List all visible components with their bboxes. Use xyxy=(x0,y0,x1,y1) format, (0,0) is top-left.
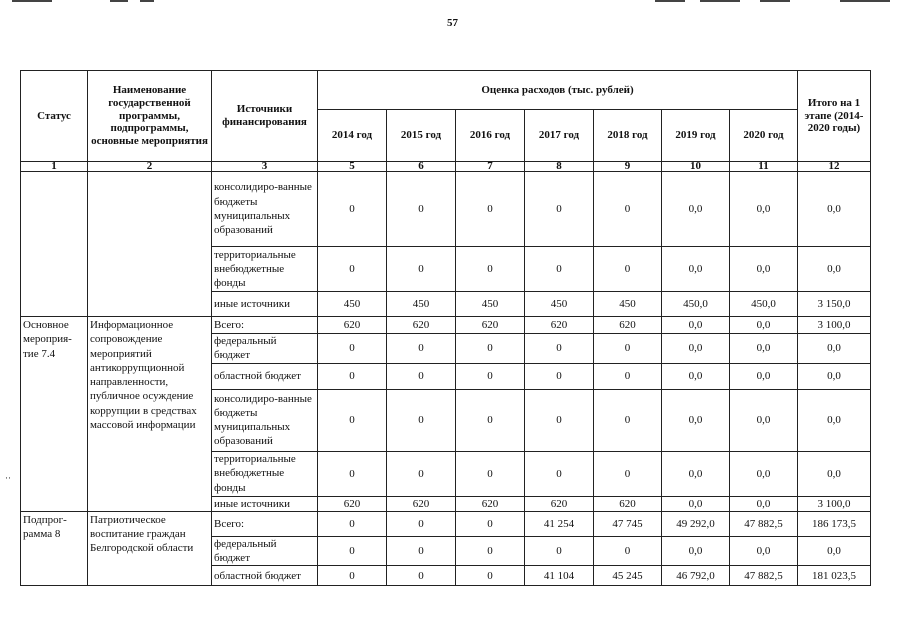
year-value-cell: 0 xyxy=(387,451,456,496)
year-value-cell: 0 xyxy=(318,566,387,586)
header-year: 2015 год xyxy=(387,110,456,162)
total-cell: 0,0 xyxy=(798,389,871,451)
year-value-cell: 0 xyxy=(387,536,456,566)
year-value-cell: 0,0 xyxy=(662,389,730,451)
year-value-cell: 0 xyxy=(456,566,525,586)
program-name-cell xyxy=(88,172,212,317)
total-cell: 186 173,5 xyxy=(798,511,871,536)
year-value-cell: 620 xyxy=(456,317,525,334)
total-cell: 0,0 xyxy=(798,247,871,292)
column-number: 1 xyxy=(21,162,88,172)
year-value-cell: 450 xyxy=(318,292,387,317)
year-value-cell: 450,0 xyxy=(662,292,730,317)
scan-edge-marks xyxy=(0,0,905,4)
year-value-cell: 0 xyxy=(318,511,387,536)
year-value-cell: 0 xyxy=(525,334,594,364)
scan-artifact: ·· xyxy=(5,473,11,483)
funding-source-cell: федеральный бюджет xyxy=(212,334,318,364)
year-value-cell: 0 xyxy=(525,389,594,451)
year-value-cell: 0 xyxy=(525,247,594,292)
year-value-cell: 47 745 xyxy=(594,511,662,536)
year-value-cell: 0,0 xyxy=(662,334,730,364)
year-value-cell: 0 xyxy=(318,536,387,566)
total-cell: 3 100,0 xyxy=(798,496,871,511)
year-value-cell: 0,0 xyxy=(730,334,798,364)
header-total: Итого на 1 этапе (2014-2020 годы) xyxy=(798,71,871,162)
year-value-cell: 0 xyxy=(318,363,387,389)
column-number: 2 xyxy=(88,162,212,172)
program-name-cell: Информационное сопровождение мероприятий антикоррупционной направленности, публичное осуждение коррупции в средствах массовой информации xyxy=(88,317,212,512)
total-cell: 0,0 xyxy=(798,334,871,364)
table-row xyxy=(21,511,871,536)
header-year: 2016 год xyxy=(456,110,525,162)
year-value-cell: 0 xyxy=(456,247,525,292)
funding-source-cell: областной бюджет xyxy=(212,566,318,586)
year-value-cell: 47 882,5 xyxy=(730,511,798,536)
total-cell: 0,0 xyxy=(798,172,871,247)
year-value-cell: 0,0 xyxy=(730,317,798,334)
year-value-cell: 0,0 xyxy=(730,363,798,389)
column-number: 3 xyxy=(212,162,318,172)
total-cell: 181 023,5 xyxy=(798,566,871,586)
header-estimate: Оценка расходов (тыс. рублей) xyxy=(318,71,798,110)
year-value-cell: 0 xyxy=(594,536,662,566)
year-value-cell: 0 xyxy=(387,566,456,586)
year-value-cell: 45 245 xyxy=(594,566,662,586)
funding-source-cell: иные источники xyxy=(212,496,318,511)
column-number: 6 xyxy=(387,162,456,172)
header-name: Наименование государственной программы, подпрограммы, основные мероприятия xyxy=(88,71,212,162)
funding-source-cell: территориальные внебюджетные фонды xyxy=(212,247,318,292)
year-value-cell: 0 xyxy=(456,389,525,451)
year-value-cell: 0 xyxy=(525,363,594,389)
program-name-cell: Патриотическое воспитание граждан Белгородской области xyxy=(88,511,212,586)
year-value-cell: 46 792,0 xyxy=(662,566,730,586)
header-year: 2014 год xyxy=(318,110,387,162)
year-value-cell: 0 xyxy=(594,172,662,247)
year-value-cell: 0,0 xyxy=(730,172,798,247)
year-value-cell: 0 xyxy=(318,334,387,364)
table-row xyxy=(21,317,871,334)
funding-source-cell: территориальные внебюджетные фонды xyxy=(212,451,318,496)
year-value-cell: 0 xyxy=(387,247,456,292)
year-value-cell: 0 xyxy=(525,536,594,566)
header-year: 2017 год xyxy=(525,110,594,162)
year-value-cell: 0 xyxy=(594,451,662,496)
year-value-cell: 0 xyxy=(456,511,525,536)
total-cell: 0,0 xyxy=(798,536,871,566)
column-number: 8 xyxy=(525,162,594,172)
year-value-cell: 0 xyxy=(525,451,594,496)
year-value-cell: 620 xyxy=(594,496,662,511)
year-value-cell: 620 xyxy=(387,317,456,334)
year-value-cell: 0 xyxy=(594,247,662,292)
funding-source-cell: Всего: xyxy=(212,511,318,536)
year-value-cell: 0 xyxy=(387,172,456,247)
year-value-cell: 620 xyxy=(387,496,456,511)
year-value-cell: 450 xyxy=(525,292,594,317)
funding-source-cell: областной бюджет xyxy=(212,363,318,389)
year-value-cell: 620 xyxy=(525,317,594,334)
year-value-cell: 0 xyxy=(387,511,456,536)
year-value-cell: 0,0 xyxy=(730,496,798,511)
header-sources: Источники финансирования xyxy=(212,71,318,162)
year-value-cell: 0,0 xyxy=(730,451,798,496)
status-cell: Подпрог-рамма 8 xyxy=(21,511,88,586)
column-number: 5 xyxy=(318,162,387,172)
year-value-cell: 0 xyxy=(594,389,662,451)
year-value-cell: 0,0 xyxy=(662,536,730,566)
year-value-cell: 41 254 xyxy=(525,511,594,536)
total-cell: 0,0 xyxy=(798,363,871,389)
year-value-cell: 0,0 xyxy=(662,172,730,247)
year-value-cell: 620 xyxy=(456,496,525,511)
year-value-cell: 0,0 xyxy=(662,247,730,292)
year-value-cell: 0 xyxy=(318,172,387,247)
column-number: 7 xyxy=(456,162,525,172)
table-body xyxy=(21,172,871,586)
status-cell xyxy=(21,172,88,317)
year-value-cell: 620 xyxy=(318,317,387,334)
year-value-cell: 47 882,5 xyxy=(730,566,798,586)
column-number: 10 xyxy=(662,162,730,172)
year-value-cell: 620 xyxy=(525,496,594,511)
year-value-cell: 0 xyxy=(594,334,662,364)
header-year: 2019 год xyxy=(662,110,730,162)
year-value-cell: 0,0 xyxy=(730,389,798,451)
year-value-cell: 0 xyxy=(318,451,387,496)
funding-source-cell: консолидиро-ванные бюджеты муниципальных образований xyxy=(212,172,318,247)
table-row xyxy=(21,172,871,247)
year-value-cell: 0 xyxy=(525,172,594,247)
year-value-cell: 0 xyxy=(318,247,387,292)
total-cell: 3 150,0 xyxy=(798,292,871,317)
budget-table xyxy=(20,70,871,586)
year-value-cell: 0 xyxy=(387,363,456,389)
page-number: 57 xyxy=(447,17,458,29)
year-value-cell: 0 xyxy=(318,389,387,451)
year-value-cell: 450 xyxy=(594,292,662,317)
column-number-row xyxy=(21,162,871,172)
year-value-cell: 0 xyxy=(456,334,525,364)
year-value-cell: 450 xyxy=(387,292,456,317)
year-value-cell: 49 292,0 xyxy=(662,511,730,536)
header-year: 2020 год xyxy=(730,110,798,162)
year-value-cell: 0,0 xyxy=(662,317,730,334)
year-value-cell: 0 xyxy=(456,451,525,496)
year-value-cell: 0 xyxy=(456,172,525,247)
year-value-cell: 450 xyxy=(456,292,525,317)
status-cell: Основное мероприя-тие 7.4 xyxy=(21,317,88,512)
year-value-cell: 0,0 xyxy=(662,451,730,496)
column-number: 11 xyxy=(730,162,798,172)
year-value-cell: 620 xyxy=(594,317,662,334)
year-value-cell: 0,0 xyxy=(662,496,730,511)
header-row-1 xyxy=(21,71,871,110)
year-value-cell: 620 xyxy=(318,496,387,511)
year-value-cell: 0,0 xyxy=(730,247,798,292)
year-value-cell: 0 xyxy=(456,363,525,389)
funding-source-cell: консолидиро-ванные бюджеты муниципальных образований xyxy=(212,389,318,451)
year-value-cell: 450,0 xyxy=(730,292,798,317)
year-value-cell: 0 xyxy=(456,536,525,566)
year-value-cell: 0,0 xyxy=(730,536,798,566)
total-cell: 0,0 xyxy=(798,451,871,496)
year-value-cell: 0,0 xyxy=(662,363,730,389)
header-year: 2018 год xyxy=(594,110,662,162)
funding-source-cell: иные источники xyxy=(212,292,318,317)
year-value-cell: 0 xyxy=(387,334,456,364)
total-cell: 3 100,0 xyxy=(798,317,871,334)
funding-source-cell: федеральный бюджет xyxy=(212,536,318,566)
funding-source-cell: Всего: xyxy=(212,317,318,334)
year-value-cell: 0 xyxy=(594,363,662,389)
column-number: 9 xyxy=(594,162,662,172)
year-value-cell: 41 104 xyxy=(525,566,594,586)
header-status: Статус xyxy=(21,71,88,162)
year-value-cell: 0 xyxy=(387,389,456,451)
column-number: 12 xyxy=(798,162,871,172)
